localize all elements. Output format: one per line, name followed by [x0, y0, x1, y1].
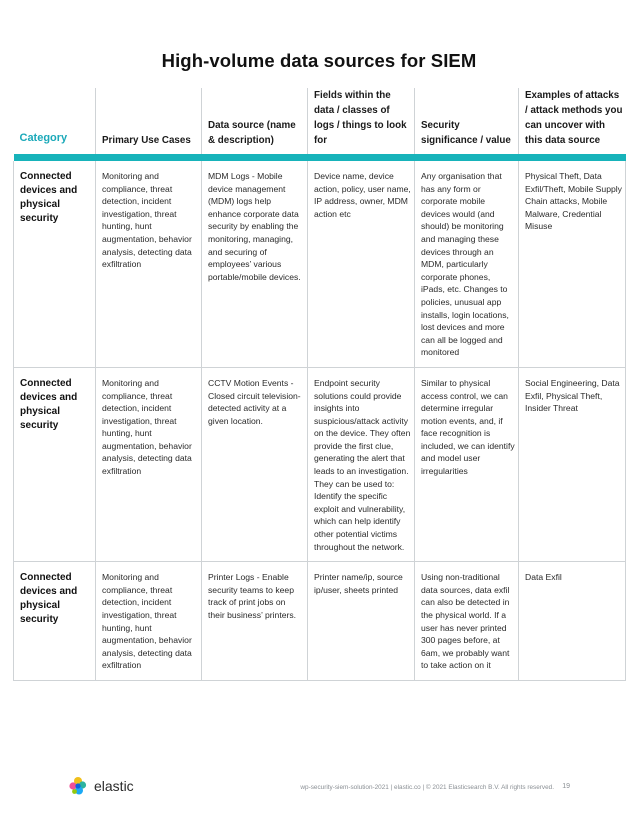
row-data-source: Printer Logs - Enable security teams to keep track of print jobs on their business’ printers. [202, 562, 308, 681]
row-use-cases: Monitoring and compliance, threat detection, incident investigation, threat hunting, hunt augmentation, behavior analysis, detecting data exfiltration [96, 161, 202, 367]
header-data-source: Data source (name & description) [202, 88, 308, 154]
row-significance: Using non-traditional data sources, data exfil can also be detected in the physical world. If a user has never printed 300 pages before, at 6am, we probably want to take action on it [415, 562, 519, 681]
elastic-logo-icon [68, 776, 88, 796]
row-category: Connected devices and physical security [14, 161, 96, 367]
footer-note [300, 784, 568, 791]
row-category: Connected devices and physical security [14, 562, 96, 681]
row-data-source: MDM Logs - Mobile device management (MDM) logs help enhance corporate data security by enabling the monitoring, managing, and securing of employees’ various portable/mobile devices. [202, 161, 308, 367]
header-significance: Security significance / value [415, 88, 519, 154]
page-title: High-volume data sources for SIEM [161, 50, 477, 71]
row-data-source: CCTV Motion Events - Closed circuit television-detected activity at a given location. [202, 367, 308, 561]
row-examples: Physical Theft, Data Exfil/Theft, Mobile Supply Chain attacks, Mobile Malware, Credential Misuse [519, 161, 626, 367]
row-examples: Data Exfil [519, 562, 626, 681]
row-significance: Any organisation that has any form or corporate mobile devices would (and should) be monitoring and managing these devices through an MDM, particularly corporate phones, iPads, etc. Changes to policies, unusual app installs, login locations, lost devices and more can all be logged and monitored [415, 161, 519, 367]
row-category: Connected devices and physical security [14, 367, 96, 561]
table-row [14, 367, 626, 561]
row-fields: Device name, device action, policy, user name, IP address, owner, MDM action etc [308, 161, 415, 367]
table-row [14, 562, 626, 681]
header-use-cases: Primary Use Cases [96, 88, 202, 154]
header-fields: Fields within the data / classes of logs / things to look for [308, 88, 415, 154]
logo-wordmark: elastic [94, 778, 134, 794]
header-accent-rule [14, 154, 626, 161]
row-use-cases: Monitoring and compliance, threat detection, incident investigation, threat hunting, hunt augmentation, behavior analysis, detecting data exfiltration [96, 562, 202, 681]
siem-data-sources-table [13, 88, 626, 681]
row-fields: Printer name/ip, source ip/user, sheets printed [308, 562, 415, 681]
row-examples: Social Engineering, Data Exfil, Physical Theft, Insider Threat [519, 367, 626, 561]
row-significance: Similar to physical access control, we can determine irregular motion events, and, if face recognition is included, we can identify and model user irregularities [415, 367, 519, 561]
elastic-logo[interactable] [68, 776, 134, 796]
row-fields: Endpoint security solutions could provide insights into suspicious/attack activity on the device. They often provide the first clue, generating the alert that leads to an investigation. They can be used to: Identify the specific exploit and vulnerability, which can help identify other potential victims throughout the network. [308, 367, 415, 561]
header-category: Category [14, 88, 96, 154]
row-use-cases: Monitoring and compliance, threat detection, incident investigation, threat hunting, hunt augmentation, behavior analysis, detecting data exfiltration [96, 367, 202, 561]
table-row [14, 161, 626, 367]
header-row [14, 88, 626, 154]
page-number: 19 [562, 783, 570, 790]
footer-text: wp-security-siem-solution-2021 | elastic.co | © 2021 Elasticsearch B.V. All rights reserved. [300, 784, 554, 791]
header-examples: Examples of attacks / attack methods you can uncover with this data source [525, 90, 623, 146]
